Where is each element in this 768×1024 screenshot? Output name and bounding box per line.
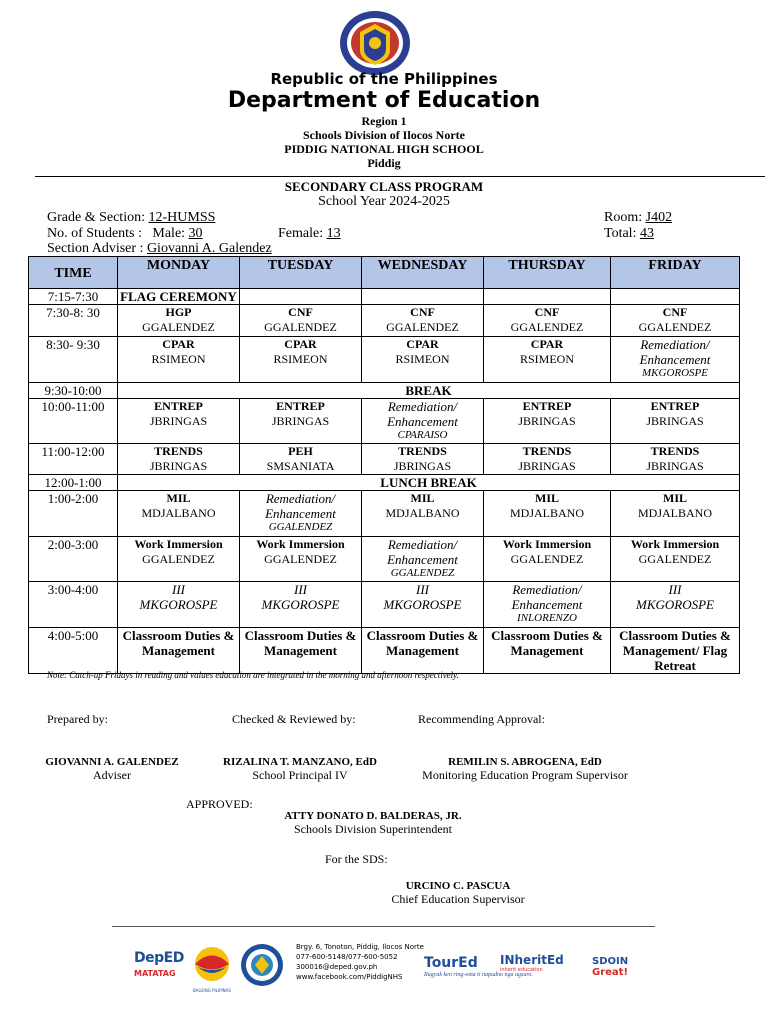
republic-text: Republic of the Philippines bbox=[270, 70, 498, 88]
inherited-logo bbox=[500, 953, 564, 973]
teacher: JBRINGAS bbox=[646, 459, 704, 473]
class-cell bbox=[240, 399, 362, 444]
phone-text: 077-600-5148/077-600-5052 bbox=[296, 953, 398, 961]
remediation-label: Remediation/ Enhancement bbox=[639, 337, 711, 367]
bagong-pilipinas-emblem-icon bbox=[190, 945, 234, 983]
subject: CNF bbox=[288, 305, 313, 319]
teacher: GGALENDEZ bbox=[390, 567, 455, 579]
empty-cell bbox=[484, 289, 611, 305]
header-thursday: THURSDAY bbox=[484, 257, 611, 289]
empty-cell bbox=[362, 289, 484, 305]
subject: MIL bbox=[535, 491, 559, 505]
table-row bbox=[29, 444, 740, 475]
remediation-cell bbox=[484, 582, 611, 628]
footer-divider bbox=[112, 926, 655, 927]
teacher: JBRINGAS bbox=[518, 459, 576, 473]
class-cell: Classroom Duties & Management/ Flag Retreat bbox=[611, 628, 740, 674]
subject: MIL bbox=[663, 491, 687, 505]
time-cell: 1:00-2:00 bbox=[29, 491, 118, 537]
class-cell bbox=[240, 305, 362, 337]
remediation-label: Remediation/ Enhancement bbox=[265, 491, 336, 521]
teacher: GGALENDEZ bbox=[638, 552, 712, 566]
subject: CNF bbox=[534, 305, 560, 319]
time-cell: 9:30-10:00 bbox=[29, 383, 118, 399]
teacher: GGALENDEZ bbox=[386, 320, 459, 334]
contact-block bbox=[296, 942, 424, 982]
address-text: Brgy. 6, Tonoton, Piddig, Ilocos Norte bbox=[296, 943, 424, 951]
adviser-label: Section Adviser : bbox=[47, 241, 144, 256]
subject: CPAR bbox=[162, 337, 195, 351]
time-cell: 8:30- 9:30 bbox=[29, 337, 118, 383]
subject: CNF bbox=[662, 305, 688, 319]
adviser-value: Giovanni A. Galendez bbox=[146, 241, 272, 256]
email-text: 300016@deped.gov.ph bbox=[296, 963, 378, 971]
remediation-cell bbox=[240, 491, 362, 537]
teacher: JBRINGAS bbox=[149, 414, 208, 428]
time-cell: 2:00-3:00 bbox=[29, 537, 118, 582]
empty-cell bbox=[611, 289, 740, 305]
teacher: MDJALBANO bbox=[509, 506, 584, 520]
teacher: MKGOROSPE bbox=[642, 367, 708, 379]
teacher: JBRINGAS bbox=[393, 459, 452, 473]
checked-block bbox=[200, 756, 400, 783]
subject: TRENDS bbox=[522, 444, 572, 458]
class-cell: Classroom Duties & Management bbox=[484, 628, 611, 674]
table-row bbox=[29, 383, 740, 399]
teacher: CPARAISO bbox=[397, 429, 448, 441]
teacher: SMSANIATA bbox=[266, 459, 335, 473]
class-cell bbox=[611, 399, 740, 444]
prepared-label: Prepared by: bbox=[47, 712, 108, 726]
checked-label: Checked & Reviewed by: bbox=[232, 712, 356, 726]
teacher: GGALENDEZ bbox=[264, 552, 337, 566]
teacher: RSIMEON bbox=[519, 352, 574, 366]
class-schedule-table bbox=[28, 256, 740, 674]
remediation-label: Remediation/ Enhancement bbox=[387, 537, 458, 567]
subject: III bbox=[416, 582, 429, 597]
table-row bbox=[29, 628, 740, 674]
adviser-row bbox=[47, 241, 272, 257]
header-tuesday: TUESDAY bbox=[240, 257, 362, 289]
teacher: MDJALBANO bbox=[637, 506, 712, 520]
subject: III bbox=[172, 582, 185, 597]
class-cell bbox=[118, 537, 240, 582]
teacher: GGALENDEZ bbox=[142, 552, 215, 566]
teacher: MDJALBANO bbox=[385, 506, 460, 520]
teacher: MKGOROSPE bbox=[139, 597, 218, 612]
checked-title: School Principal IV bbox=[252, 768, 348, 782]
remediation-cell bbox=[362, 399, 484, 444]
table-row bbox=[29, 537, 740, 582]
recommending-name: REMILIN S. ABROGENA, EdD bbox=[448, 756, 602, 768]
remediation-cell bbox=[362, 537, 484, 582]
time-cell: 11:00-12:00 bbox=[29, 444, 118, 475]
class-cell bbox=[484, 491, 611, 537]
table-row bbox=[29, 491, 740, 537]
flag-ceremony-cell: FLAG CEREMONY bbox=[118, 289, 240, 305]
subject: ENTREP bbox=[650, 399, 700, 413]
prepared-block bbox=[32, 756, 192, 783]
class-cell bbox=[484, 444, 611, 475]
table-row bbox=[29, 582, 740, 628]
subject: CPAR bbox=[530, 337, 564, 351]
grade-section-value: 12-HUMSS bbox=[148, 210, 216, 225]
break-cell: BREAK bbox=[118, 383, 740, 399]
students-row bbox=[47, 226, 203, 242]
class-cell bbox=[362, 305, 484, 337]
table-header-row bbox=[29, 257, 740, 289]
subject: Work Immersion bbox=[134, 537, 223, 551]
program-title: SECONDARY CLASS PROGRAM bbox=[284, 179, 484, 194]
class-cell bbox=[484, 399, 611, 444]
approved-title: Schools Division Superintendent bbox=[294, 822, 452, 836]
table-row bbox=[29, 289, 740, 305]
toured-text: TourEd bbox=[424, 955, 478, 971]
table-row bbox=[29, 475, 740, 491]
table-row bbox=[29, 305, 740, 337]
class-cell bbox=[362, 444, 484, 475]
subject: ENTREP bbox=[154, 399, 203, 413]
class-cell bbox=[362, 582, 484, 628]
subject: III bbox=[668, 582, 682, 597]
header-time: TIME bbox=[29, 257, 118, 289]
great-text: Great! bbox=[592, 967, 629, 978]
school-name: PIDDIG NATIONAL HIGH SCHOOL bbox=[284, 142, 484, 156]
approved-name: ATTY DONATO D. BALDERAS, JR. bbox=[284, 810, 462, 822]
approved-block bbox=[248, 810, 498, 837]
division-text: Schools Division of Ilocos Norte bbox=[303, 128, 465, 142]
checked-name: RIZALINA T. MANZANO, EdD bbox=[223, 756, 377, 768]
class-cell bbox=[611, 305, 740, 337]
facebook-text: www.facebook.com/PiddigNHS bbox=[296, 973, 403, 981]
time-cell: 3:00-4:00 bbox=[29, 582, 118, 628]
remediation-label: Remediation/ Enhancement bbox=[511, 582, 583, 612]
inherited-tag: inherit education bbox=[500, 967, 543, 973]
teacher: JBRINGAS bbox=[149, 459, 208, 473]
class-cell bbox=[118, 337, 240, 383]
recommending-title: Monitoring Education Program Supervisor bbox=[422, 768, 628, 782]
total-row bbox=[604, 226, 654, 242]
for-sds-label: For the SDS: bbox=[325, 852, 388, 866]
class-cell bbox=[240, 337, 362, 383]
class-cell bbox=[362, 491, 484, 537]
class-cell bbox=[611, 537, 740, 582]
teacher: RSIMEON bbox=[151, 352, 206, 366]
town-name: Piddig bbox=[367, 156, 401, 170]
teacher: MKGOROSPE bbox=[261, 597, 340, 612]
teacher: JBRINGAS bbox=[646, 414, 704, 428]
school-seal-logo bbox=[240, 943, 284, 987]
class-cell: Classroom Duties & Management bbox=[240, 628, 362, 674]
teacher: MKGOROSPE bbox=[636, 597, 714, 612]
prepared-name: GIOVANNI A. GALENDEZ bbox=[45, 756, 179, 768]
students-label: No. of Students : bbox=[47, 226, 142, 241]
time-cell: 7:30-8: 30 bbox=[29, 305, 118, 337]
subject: Work Immersion bbox=[502, 537, 592, 551]
department-title: Department of Education bbox=[227, 88, 541, 113]
class-cell bbox=[484, 305, 611, 337]
subject: MIL bbox=[166, 491, 191, 505]
sds-name: URCINO C. PASCUA bbox=[405, 880, 511, 892]
table-row bbox=[29, 337, 740, 383]
teacher: RSIMEON bbox=[273, 352, 328, 366]
deped-logo-text: DepED bbox=[134, 950, 184, 966]
teacher: RSIMEON bbox=[395, 352, 450, 366]
time-cell: 10:00-11:00 bbox=[29, 399, 118, 444]
inherited-text: INheritEd bbox=[500, 953, 564, 967]
subject: CPAR bbox=[406, 337, 439, 351]
room-row bbox=[604, 210, 672, 226]
class-cell bbox=[611, 491, 740, 537]
empty-cell bbox=[240, 289, 362, 305]
grade-section-label: Grade & Section: bbox=[47, 210, 145, 225]
class-cell bbox=[118, 305, 240, 337]
class-cell bbox=[484, 337, 611, 383]
teacher: GGALENDEZ bbox=[638, 320, 712, 334]
header-divider bbox=[35, 176, 765, 177]
class-cell bbox=[240, 537, 362, 582]
male-value: 30 bbox=[188, 226, 203, 241]
class-cell bbox=[118, 491, 240, 537]
region-text: Region 1 bbox=[361, 114, 407, 128]
subject: ENTREP bbox=[522, 399, 572, 413]
subject: HGP bbox=[165, 305, 192, 319]
teacher: JBRINGAS bbox=[271, 414, 330, 428]
class-cell bbox=[611, 582, 740, 628]
class-cell bbox=[118, 399, 240, 444]
room-value: J402 bbox=[645, 210, 673, 225]
total-value: 43 bbox=[639, 226, 654, 241]
class-cell bbox=[118, 444, 240, 475]
sds-block bbox=[358, 880, 558, 907]
class-cell: Classroom Duties & Management bbox=[118, 628, 240, 674]
teacher: MKGOROSPE bbox=[383, 597, 462, 612]
sdoin-text: SDOIN bbox=[592, 956, 629, 967]
toured-tagline: Rugyak ken ring-oma ti napudno nga agsuro. bbox=[424, 972, 533, 978]
subject: Work Immersion bbox=[630, 537, 720, 551]
bagong-pilipinas-logo bbox=[190, 945, 234, 991]
deped-seal-logo bbox=[338, 10, 412, 76]
subject: MIL bbox=[410, 491, 435, 505]
female-row bbox=[278, 226, 341, 242]
class-cell bbox=[484, 537, 611, 582]
room-label: Room: bbox=[604, 210, 643, 225]
recommending-label: Recommending Approval: bbox=[418, 712, 545, 726]
class-cell bbox=[240, 444, 362, 475]
sdoin-great-logo bbox=[592, 956, 628, 978]
subject: TRENDS bbox=[398, 444, 447, 458]
teacher: GGALENDEZ bbox=[142, 320, 215, 334]
subject: TRENDS bbox=[154, 444, 203, 458]
teacher: MDJALBANO bbox=[141, 506, 216, 520]
sds-title: Chief Education Supervisor bbox=[391, 892, 525, 906]
subject: PEH bbox=[288, 444, 313, 458]
subject: ENTREP bbox=[276, 399, 325, 413]
school-year: School Year 2024-2025 bbox=[318, 194, 450, 209]
remediation-label: Remediation/ Enhancement bbox=[387, 399, 458, 429]
teacher: GGALENDEZ bbox=[510, 320, 584, 334]
female-value: 13 bbox=[326, 226, 341, 241]
catch-up-note: Note: Catch-up Fridays in reading and values education are integrated in the morning and afternoon respectively. bbox=[47, 670, 459, 680]
class-cell bbox=[611, 444, 740, 475]
teacher: INLORENZO bbox=[517, 612, 577, 624]
total-label: Total: bbox=[604, 226, 637, 241]
remediation-cell bbox=[611, 337, 740, 383]
matatag-text: MATATAG bbox=[134, 969, 176, 978]
subject: Work Immersion bbox=[256, 537, 345, 551]
lunch-break-cell: LUNCH BREAK bbox=[118, 475, 740, 491]
bagong-pilipinas-text: BAGONG PILIPINAS bbox=[193, 988, 231, 993]
recommending-block bbox=[400, 756, 650, 783]
class-cell bbox=[362, 337, 484, 383]
time-cell: 4:00-5:00 bbox=[29, 628, 118, 674]
deped-matatag-logo bbox=[134, 950, 182, 990]
grade-section-row bbox=[47, 210, 215, 226]
subject: TRENDS bbox=[650, 444, 700, 458]
class-cell: Classroom Duties & Management bbox=[362, 628, 484, 674]
header-friday: FRIDAY bbox=[611, 257, 740, 289]
teacher: GGALENDEZ bbox=[510, 552, 584, 566]
subject: III bbox=[294, 582, 307, 597]
teacher: GGALENDEZ bbox=[268, 521, 333, 533]
table-row bbox=[29, 399, 740, 444]
teacher: JBRINGAS bbox=[518, 414, 576, 428]
male-label: Male: bbox=[152, 226, 186, 241]
time-cell: 7:15-7:30 bbox=[29, 289, 118, 305]
subject: CNF bbox=[410, 305, 435, 319]
subject: CPAR bbox=[284, 337, 317, 351]
header-monday: MONDAY bbox=[118, 257, 240, 289]
female-label: Female: bbox=[278, 226, 324, 241]
header-wednesday: WEDNESDAY bbox=[362, 257, 484, 289]
prepared-title: Adviser bbox=[93, 768, 131, 782]
class-cell bbox=[240, 582, 362, 628]
approved-label: APPROVED: bbox=[186, 797, 253, 811]
class-cell bbox=[118, 582, 240, 628]
teacher: GGALENDEZ bbox=[264, 320, 337, 334]
time-cell: 12:00-1:00 bbox=[29, 475, 118, 491]
